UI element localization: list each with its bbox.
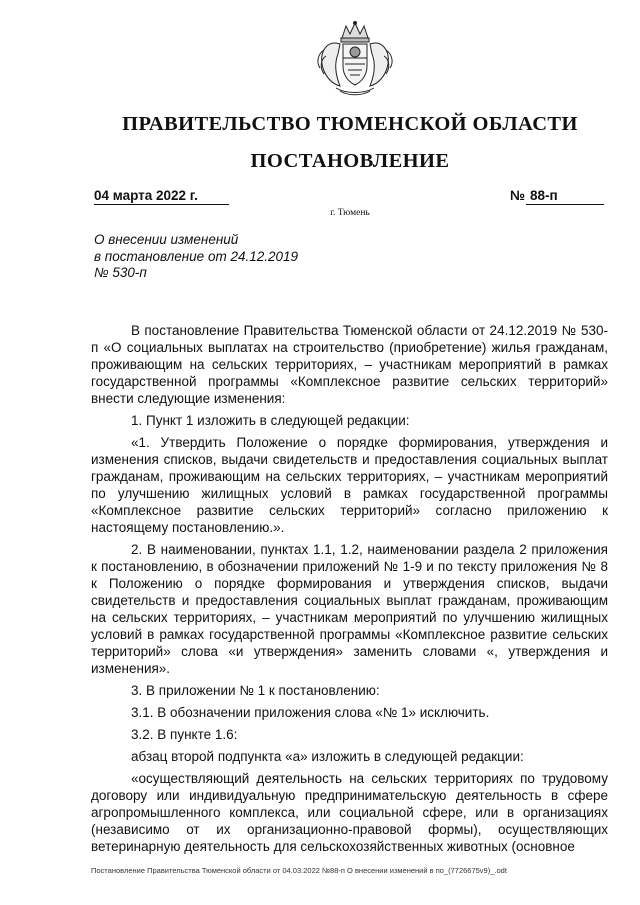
paragraph: 1. Пункт 1 изложить в следующей редакции:: [131, 413, 410, 428]
document-date: 04 марта 2022 г.: [94, 188, 229, 205]
subject-line: № 530-п: [94, 265, 147, 280]
paragraph: В постановление Правительства Тюменской области от 24.12.2019 № 530-п «О социальных выплатах на строительство (приобретение) жилья гражданам, проживающим на сельских территориях, – участникам мероприятий в рамках государственной программы «Комплексное развитие сельских территорий» внести следующие изменения:: [91, 323, 608, 406]
paragraph: «1. Утвердить Положение о порядке формирования, утверждения и изменения списков, выдачи свидетельств и предоставления социальных выплат гражданам, проживающим на сельских территориях, – участникам мероприятий по улучшению жилищных условий в рамках государственной программы «Комплексное развитие сельских территорий» согласно приложению к настоящему постановлению.».: [91, 435, 608, 535]
subject-line: в постановление от 24.12.2019: [94, 248, 299, 264]
paragraph: 3.2. В пункте 1.6:: [131, 727, 238, 742]
number-sign: №: [510, 188, 526, 203]
document-type-title: ПОСТАНОВЛЕНИЕ: [250, 150, 450, 172]
paragraph: абзац второй подпункта «а» изложить в следующей редакции:: [131, 749, 524, 764]
paragraph: «осуществляющий деятельность на сельских территориях по трудовому договору или индивидуальную предпринимательскую деятельность в сфере агропромышленного комплекса, или социальной сфере, или в организациях (независимо от их организационно-правовой формы), осуществляющих ветеринарную деятельность для сельскохозяйственных животных (основное: [91, 771, 608, 854]
paragraph: 3.1. В обозначении приложения слова «№ 1» исключить.: [131, 705, 490, 720]
document-subject: [94, 232, 298, 282]
subject-line: О внесении изменений: [94, 232, 239, 247]
document-body: [91, 322, 608, 855]
paragraph: 2. В наименовании, пунктах 1.1, 1.2, наименовании раздела 2 приложения к постановлению, в обозначении приложений № 1-9 и по тексту приложения № 8 к Положению о порядке формирования и утверждения списков, выдачи свидетельств и предоставления социальных выплат гражданам, проживающим на сельских территориях, – участникам мероприятий по улучшению жилищных условий в рамках государственной программы «Комплексное развитие сельских территорий» слова «и утверждения» заменить словами «, утверждения и изменения».: [91, 542, 608, 676]
document-city: г. Тюмень: [330, 208, 370, 218]
paragraph: 3. В приложении № 1 к постановлению:: [131, 683, 380, 698]
organization-title: ПРАВИТЕЛЬСТВО ТЮМЕНСКОЙ ОБЛАСТИ: [122, 113, 578, 135]
document-number: 88-п: [526, 188, 604, 205]
page-footer: Постановление Правительства Тюменской области от 04.03.2022 №88-п О внесении изменений в по_(7726675v9)_.odt: [91, 866, 507, 875]
coat-of-arms-emblem: [310, 20, 400, 98]
